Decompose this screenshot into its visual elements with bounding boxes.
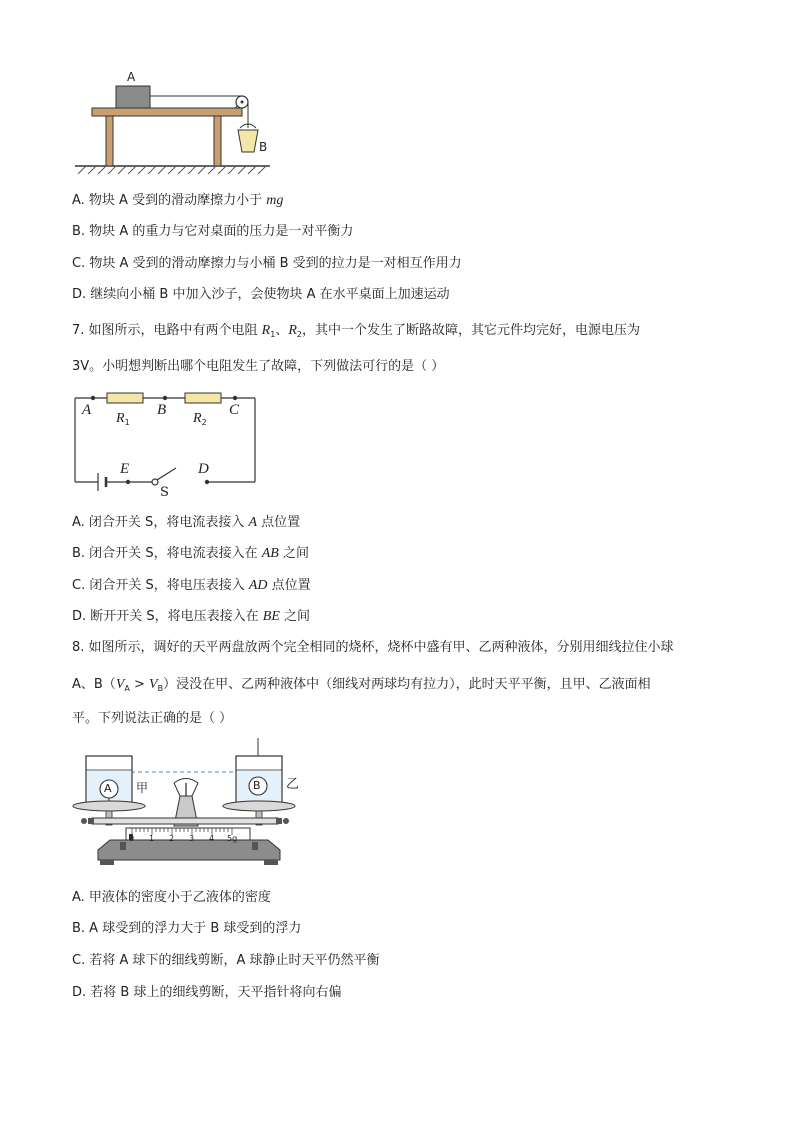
q8-option-b[interactable]: B. A 球受到的浮力大于 B 球受到的浮力 [72, 921, 302, 936]
circuit-label-s: S [160, 485, 169, 500]
q6-option-a[interactable] [72, 192, 283, 210]
q6-option-b[interactable]: B. 物块 A 的重力与它对桌面的压力是一对平衡力 [72, 224, 354, 239]
scale-tick-5g: 5g [227, 834, 238, 843]
circuit-label-r2 [193, 410, 207, 432]
q7-stem-line1 [72, 322, 640, 344]
q7-stem-line1-a: 7. 如图所示，电路中有两个电阻 [72, 323, 262, 338]
node-d [205, 480, 209, 484]
q7-stem-line1-b: ，其中一个发生了断路故障，其它元件均完好，电源电压为 [302, 323, 641, 338]
node-a [91, 396, 95, 400]
q8-gt: > [129, 677, 150, 692]
figure1-label-a: A [127, 70, 136, 84]
resistor-r2 [185, 393, 221, 403]
q6-option-d[interactable]: D. 继续向小桶 B 中加入沙子，会使物块 A 在水平桌面上加速运动 [72, 287, 450, 302]
table-pulley-figure [70, 66, 280, 174]
q7-r2-sub: 2 [296, 330, 302, 339]
circuit-label-d: D [198, 461, 209, 477]
node-b [163, 396, 167, 400]
q7-option-b-prefix: B. 闭合开关 S，将电流表接入在 [72, 546, 262, 561]
q7-option-b-suffix: 之间 [278, 546, 309, 561]
q7-option-c-math: AD [248, 578, 268, 593]
scale-tick-4: 4 [209, 834, 215, 843]
circuit-r1-sub: 1 [124, 418, 130, 427]
circuit-label-b: B [157, 402, 167, 418]
circuit-r1-letter: R [116, 411, 125, 426]
q7-option-d[interactable] [72, 608, 310, 626]
q6-option-a-prefix: A. 物块 A 受到的滑动摩擦力小于 [72, 193, 267, 208]
q7-option-d-math: BE [262, 609, 280, 624]
q7-option-c-suffix: 点位置 [267, 578, 311, 593]
q6-option-c[interactable]: C. 物块 A 受到的滑动摩擦力与小桶 B 受到的拉力是一对相互作用力 [72, 256, 462, 271]
q8-option-c[interactable]: C. 若将 A 球下的细线剪断，A 球静止时天平仍然平衡 [72, 953, 380, 968]
q7-option-d-prefix: D. 断开开关 S，将电压表接入在 [72, 609, 263, 624]
q7-option-a-suffix: 点位置 [257, 515, 301, 530]
q8-stem-line2 [72, 676, 651, 698]
q7-option-c[interactable] [72, 577, 311, 595]
q7-r1: R [261, 323, 271, 338]
scale-tick-3: 3 [189, 834, 195, 843]
q7-option-a[interactable] [72, 514, 300, 532]
q7-option-b-math: AB [261, 546, 279, 561]
q7-option-d-suffix: 之间 [279, 609, 311, 624]
resistor-r1 [107, 393, 143, 403]
balance-figure [70, 738, 310, 878]
q8-vb-sub: B [157, 684, 164, 693]
q6-option-a-math: mg [266, 193, 284, 208]
q8-stem-line2-a: A、B（ [72, 677, 116, 692]
q7-option-c-prefix: C. 闭合开关 S，将电压表接入 [72, 578, 249, 593]
q7-sep: 、 [275, 323, 289, 338]
q8-stem-line1: 8. 如图所示，调好的天平两盘放两个完全相同的烧杯，烧杯中盛有甲、乙两种液体，分别用细线拉住小球 [72, 640, 674, 655]
q7-r2: R [288, 323, 297, 338]
q7-option-a-math: A [248, 515, 258, 530]
scale-tick-0: 0 [129, 834, 135, 843]
q8-option-d[interactable]: D. 若将 B 球上的细线剪断，天平指针将向右偏 [72, 985, 342, 1000]
circuit-label-r1 [116, 410, 130, 432]
node-e [126, 480, 130, 484]
scale-tick-1: 1 [149, 834, 155, 843]
figure1-label-b: B [259, 140, 268, 154]
circuit-label-e: E [120, 461, 130, 477]
liquid-left-label: 甲 [136, 781, 149, 795]
q8-stem-line3: 平。下列说法正确的是（ ） [72, 711, 233, 726]
q8-vb: V [149, 677, 158, 692]
q7-r1-sub: 1 [270, 330, 276, 339]
node-c [233, 396, 237, 400]
circuit-label-a: A [82, 402, 92, 418]
q8-va: V [115, 677, 125, 692]
circuit-r2-sub: 2 [201, 418, 207, 427]
q8-stem-line2-b: ）浸没在甲、乙两种液体中（细线对两球均有拉力），此时天平平衡，且甲、乙液面相 [163, 677, 651, 692]
circuit-label-c: C [229, 402, 240, 418]
q8-va-sub: A [124, 684, 130, 693]
liquid-right-label: 乙 [286, 777, 300, 792]
circuit-r2-letter: R [193, 411, 202, 426]
q7-option-a-prefix: A. 闭合开关 S，将电流表接入 [72, 515, 249, 530]
q7-stem-line2: 3V。小明想判断出哪个电阻发生了故障，下列做法可行的是（ ） [72, 359, 445, 374]
q8-option-a[interactable]: A. 甲液体的密度小于乙液体的密度 [72, 890, 271, 905]
ball-b-label: B [253, 779, 261, 792]
q7-option-b[interactable] [72, 545, 309, 563]
ball-a-label: A [104, 782, 112, 795]
scale-tick-2: 2 [169, 834, 175, 843]
switch-pivot [152, 479, 158, 485]
